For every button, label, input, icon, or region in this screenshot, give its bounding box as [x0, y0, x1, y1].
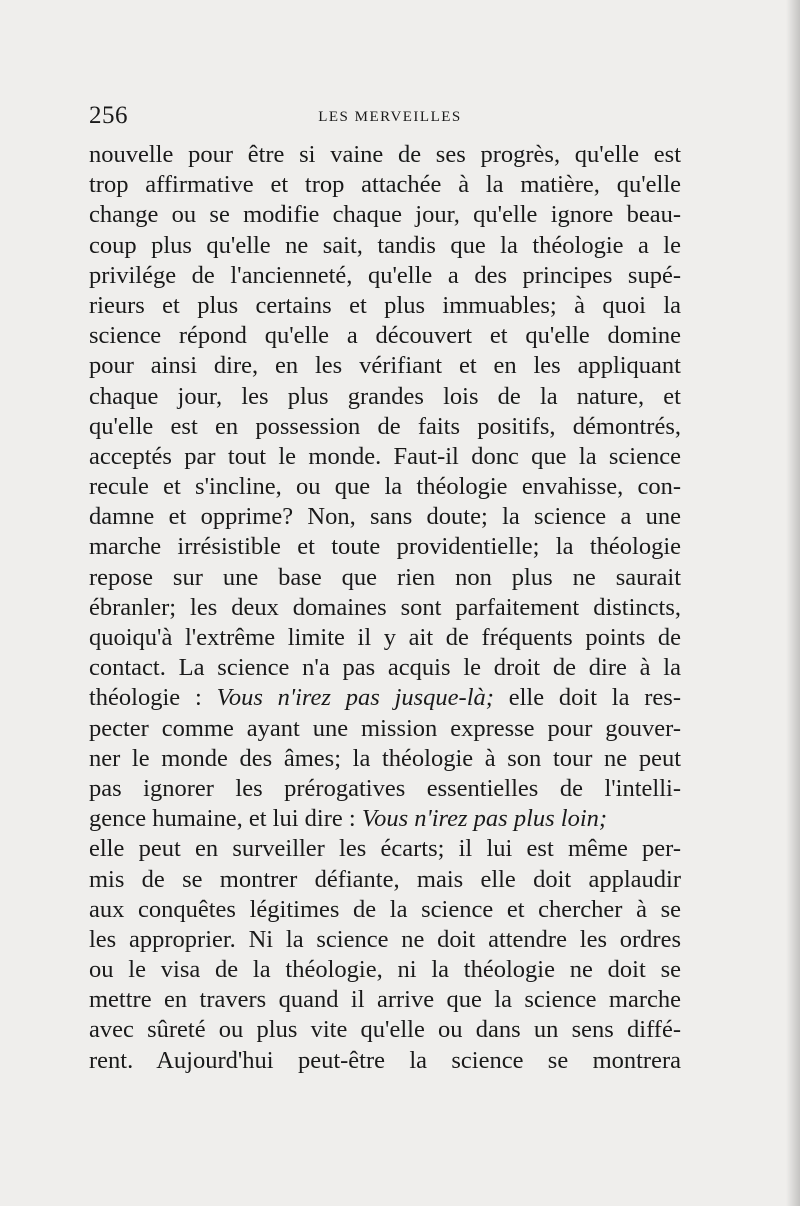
running-title: LES MERVEILLES [318, 109, 462, 125]
text-line: repose sur une base que rien non plus ne saurait [89, 563, 681, 591]
text-line: les approprier. Ni la science ne doit attendre les ordres [89, 925, 681, 953]
text-line: change ou se modifie chaque jour, qu'elle ignore beau- [89, 201, 681, 229]
text-line: trop affirmative et trop attachée à la matière, qu'elle [89, 171, 681, 199]
text-line: acceptés par tout le monde. Faut-il donc que la science [89, 442, 681, 470]
body-text [89, 140, 681, 1076]
text-line: qu'elle est en possession de faits positifs, démontrés, [89, 412, 681, 440]
page-edge-shadow [786, 0, 800, 1206]
text-line: privilége de l'ancienneté, qu'elle a des principes supé- [89, 261, 681, 289]
italic-quotation: Vous n'irez pas jusque-là; [216, 684, 494, 712]
text-line: nouvelle pour être si vaine de ses progrès, qu'elle est [89, 141, 681, 168]
text-line: rent. Aujourd'hui peut-être la science se montrera [89, 1046, 681, 1074]
text-line: contact. La science n'a pas acquis le droit de dire à la [89, 654, 681, 682]
text-line: elle peut en surveiller les écarts; il lui est même per- [89, 835, 681, 863]
text-segment: gence humaine, et lui dire : [89, 805, 362, 833]
text-segment: elle doit la res- [493, 684, 681, 712]
text-line: rieurs et plus certains et plus immuables; à quoi la [89, 291, 681, 319]
text-segment: théologie : [89, 684, 217, 712]
text-line: pecter comme ayant une mission expresse pour gouver- [89, 714, 681, 742]
text-line: aux conquêtes légitimes de la science et chercher à se [89, 895, 681, 923]
text-line: chaque jour, les plus grandes lois de la nature, et [89, 382, 681, 410]
page-number: 256 [89, 102, 128, 129]
italic-quotation: Vous n'irez pas plus loin; [361, 805, 608, 833]
text-line: ébranler; les deux domaines sont parfaitement distincts, [89, 593, 681, 621]
text-line: pour ainsi dire, en les vérifiant et en les appliquant [89, 352, 681, 380]
text-line: ou le visa de la théologie, ni la théologie ne doit se [89, 956, 681, 984]
text-line: mis de se montrer défiante, mais elle doit applaudir [89, 865, 681, 893]
page-header [89, 98, 681, 138]
text-line: avec sûreté ou plus vite qu'elle ou dans un sens diffé- [89, 1016, 681, 1044]
text-line: mettre en travers quand il arrive que la science marche [89, 986, 681, 1014]
text-line: coup plus qu'elle ne sait, tandis que la théologie a le [89, 231, 681, 259]
text-line: damne et opprime? Non, sans doute; la science a une [89, 503, 681, 531]
text-line: quoiqu'à l'extrême limite il y ait de fréquents points de [89, 624, 681, 651]
text-line [89, 804, 681, 834]
text-line: science répond qu'elle a découvert et qu'elle domine [89, 322, 681, 350]
text-line: ner le monde des âmes; la théologie à son tour ne peut [89, 744, 681, 772]
text-line: recule et s'incline, ou que la théologie envahisse, con- [89, 473, 681, 501]
text-line: marche irrésistible et toute providentielle; la théologie [89, 533, 681, 561]
text-line [89, 683, 681, 713]
text-line: pas ignorer les prérogatives essentielles de l'intelli- [89, 774, 681, 802]
